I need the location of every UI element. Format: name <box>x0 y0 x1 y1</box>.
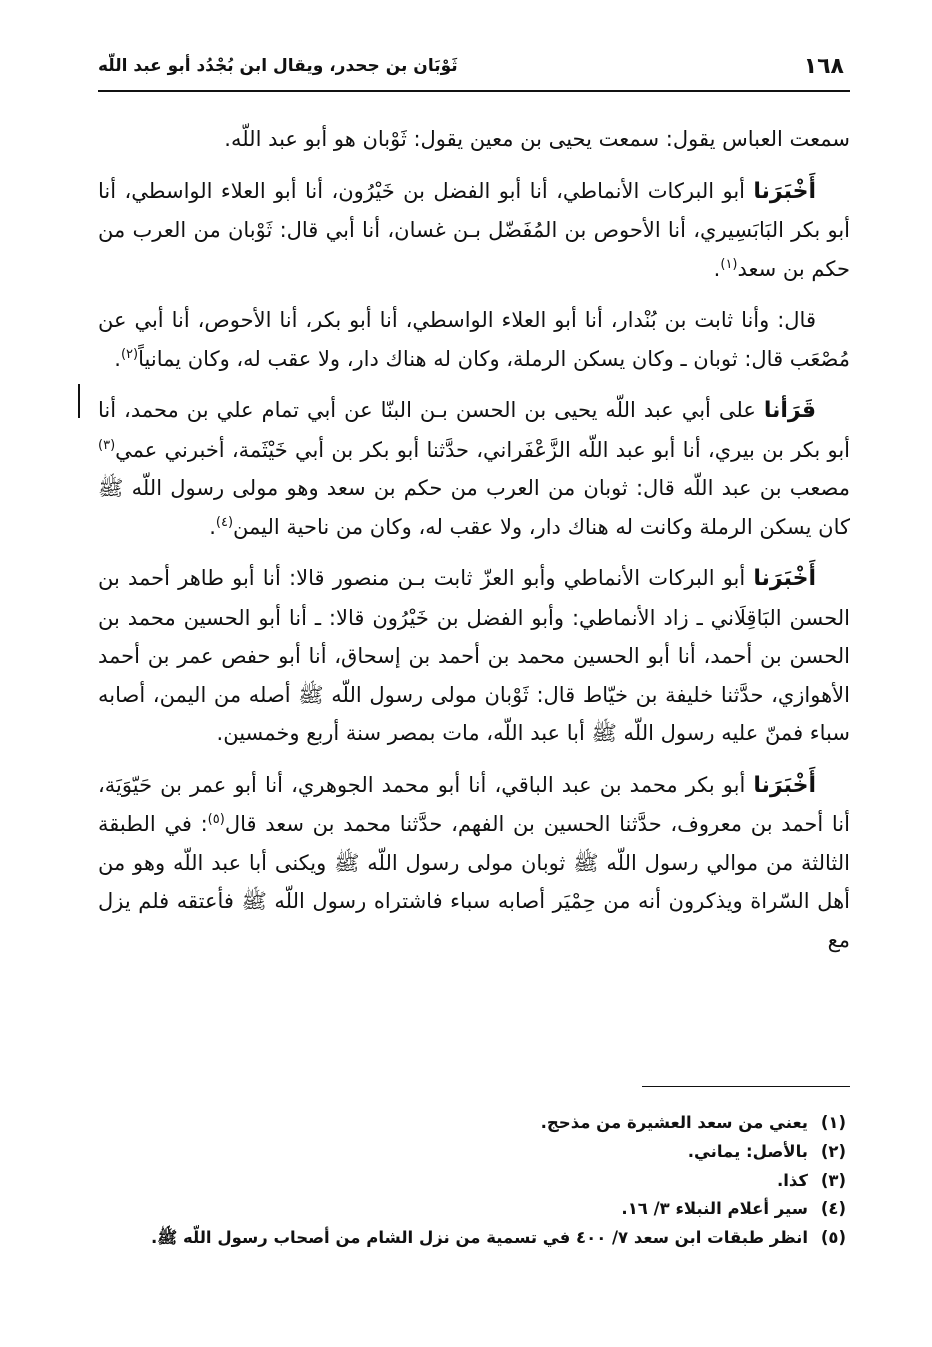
paragraph-text-end: . <box>114 346 121 371</box>
footnote-number: (٢) <box>820 1141 846 1161</box>
running-head: ثَوْبَان بن جحدر، ويقال ابن بُجْدُد أبو عبد اللّه <box>98 56 458 76</box>
paragraph-text: سمعت العباس يقول: سمعت يحيى بن معين يقول: ثَوْبان هو أبو عبد اللّه. <box>224 127 850 151</box>
footnote-text: انظر طبقات ابن سعد ٧/ ٤٠٠ في تسمية من نزل الشام من أصحاب رسول اللّه ﷺ. <box>151 1228 808 1248</box>
footnote-reference: (٥) <box>207 812 225 827</box>
paragraph-text-continued: مصعب بن عبد اللّه قال: ثوبان من العرب من حكم بن سعد وهو مولى رسول اللّه ﷺ كان يسكن الرملة وكانت له هناك دار، ولا عقب له، وكان من ناحية اليمن <box>98 476 850 539</box>
paragraph-text-end: . <box>713 256 721 281</box>
lead-word: أَخْبَرَنا <box>753 566 816 591</box>
book-page <box>98 52 850 1292</box>
paragraph-3 <box>98 301 850 378</box>
footnote-reference: (٢) <box>120 346 139 362</box>
footnote-3 <box>98 1167 850 1196</box>
footnote-number: (٥) <box>820 1228 846 1248</box>
paragraph-text: أبو بكر محمد بن عبد الباقي، أنا أبو محمد الجوهري، أنا أبو عمر بن حَيّوَيَة، أنا أحمد بن معروف، حدَّثنا الحسين بن الفهم، حدَّثنا محمد بن سعد قال <box>98 772 850 836</box>
footnote-5 <box>98 1224 850 1253</box>
page-header <box>98 52 850 92</box>
footnote-text: كذا. <box>776 1170 808 1190</box>
footnote-2 <box>98 1138 850 1167</box>
margin-mark <box>78 384 80 418</box>
footnote-reference: (٤) <box>215 514 234 530</box>
paragraph-2 <box>98 172 850 289</box>
footnote-reference: (٣) <box>98 437 116 453</box>
footnote-divider <box>642 1086 850 1087</box>
paragraph-text-end: . <box>209 514 216 539</box>
footnote-number: (١) <box>820 1113 846 1132</box>
footnote-reference: (١) <box>720 256 738 272</box>
footnote-number: (٤) <box>820 1199 846 1219</box>
paragraph-text: أبو البركات الأنماطي وأبو العزّ ثابت بـن منصور قالا: أنا أبو طاهر أحمد بن الحسن البَاقِلَاني ـ زاد الأنماطي: وأبو الفضل بن خَيْرُون قالا: ـ أنا أبو الحسين محمد بن الحسن بن أحمد، أنا أبو الحسين محمد بن أحمد بن إسحاق، أنا أبو حفص عمر بن أحمد الأهوازي، حدَّثنا خليفة بن خيّاط قال: ثَوْبان مولى رسول اللّه ﷺ أصله من اليمن، أصابه سباء فمنّ عليه رسول اللّه ﷺ أبا عبد اللّه، مات بمصر سنة أربع وخمسين. <box>98 566 850 745</box>
paragraph-5 <box>98 559 850 753</box>
footnote-text: بالأصل: يماني. <box>687 1141 808 1161</box>
paragraph-6 <box>98 766 850 960</box>
paragraph-text: قال: وأنا ثابت بن بُنْدار، أنا أبو العلاء الواسطي، أنا أبو بكر، أنا الأحوص، أنا أبي عن مُصْعَب قال: ثوبان ـ وكان يسكن الرملة، وكان له هناك دار، ولا عقب له، وكان يمانياً <box>98 308 850 371</box>
main-text <box>98 120 850 959</box>
footnote-text: يعني من سعد العشيرة من مذحج. <box>540 1113 808 1132</box>
paragraph-text: على أبي عبد اللّه يحيى بن الحسن بـن البنّا عن أبي تمام علي بن محمد، أنا أبو بكر بن بيري، أنا أبو عبد اللّه الزَّعْفَراني، حدَّثنا أبو بكر بن أبي خَيْثَمة، أخبرني عمي <box>98 398 850 462</box>
lead-word: قَرَأنا <box>763 398 816 423</box>
footnote-text: سير أعلام النبلاء ٣/ ١٦. <box>621 1199 808 1219</box>
lead-word: أَخْبَرَنا <box>753 178 816 204</box>
footnote-4 <box>98 1195 850 1224</box>
paragraph-4 <box>98 391 850 546</box>
lead-word: أَخْبَرَنا <box>753 772 816 798</box>
paragraph-1 <box>98 120 850 159</box>
footnote-number: (٣) <box>820 1170 846 1190</box>
paragraph-text: أبو البركات الأنماطي، أنا أبو الفضل بن خَيْرُون، أنا أبو العلاء الواسطي، أنا أبو بكر البَابَسِيري، أنا الأحوص بن المُفَضّل بـن غسان، أنا أبي قال: ثَوْبان من العرب من حكم بن سعد <box>98 178 850 281</box>
page-number: ١٦٨ <box>803 54 844 79</box>
footnotes <box>98 1086 850 1253</box>
footnote-1 <box>98 1109 850 1138</box>
paragraph-text-end: : في الطبقة الثالثة من موالي رسول اللّه ﷺ ثوبان مولى رسول اللّه ﷺ ويكنى أبا عبد اللّه وهو من أهل السّراة ويذكرون أنه من حِمْيَر أصابه سباء فاشتراه رسول اللّه ﷺ فأعتقه فلم يزل مع <box>98 812 850 952</box>
